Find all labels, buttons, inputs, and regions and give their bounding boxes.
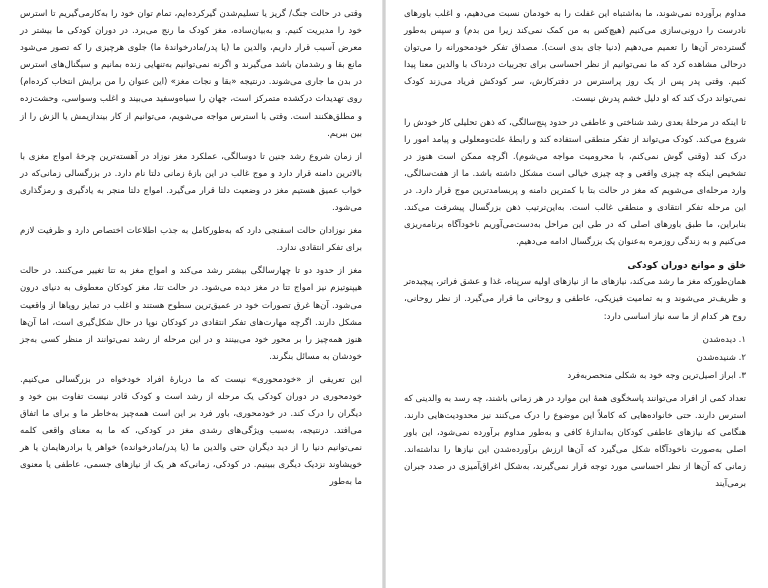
right-paragraph-3: همان‌طورکه مغز ما رشد می‌کند، نیازهای ما از نیازهای اولیه سرپناه، غذا و عشق فراتر، پیچیده‌تر و ظریف‌تر می‌شوند و به تمامیت فیزیکی، عاطفی و روحانی ما قرار می‌گیرد. از نظر روحانی، روح هر کدام از ما سه نیاز اساسی دارد: — [404, 277, 746, 322]
right-page-text-column — [404, 6, 746, 584]
list-item-2: ۲. شنیده‌شدن — [696, 352, 746, 363]
left-paragraph-3: مغز نوزادان حالت اسفنجی دارد که به‌طورکامل به جذب اطلاعات اختصاص دارد و ظرفیت لازم برای تفکر انتقادی ندارد. — [20, 226, 362, 254]
left-page-text-column — [20, 6, 362, 584]
list-item-3: ۳. ابراز اصیل‌ترین وجه خود به شکلی منحصربه‌فرد — [567, 370, 746, 381]
left-paragraph-4: مغز از حدود دو تا چهارسالگی بیشتر رشد می‌کند و امواج مغز به تتا تغییر می‌کنند. در حالت هیپنوتیزم نیز امواج تتا در مغز دیده می‌شود. در حالت تتا، مغز کودکان معطوف به دنیای درون می‌شود. آن‌ها غرق تصورات خود در عمیق‌ترین سطوح هستند و اغلب در تمایز رویاها از واقعیت مشکل دارند. اگرچه مهارت‌های تفکر انتقادی در کودکان نوپا در حال شکل‌گیری است، اما آن‌ها هنوز همه‌چیز را بر محور خود می‌بینند و در این مرحله از رشد نمی‌توانند از منظر کسی به‌جز خودشان به مسائل بنگرند. — [20, 266, 362, 362]
left-paragraph-1: وقتی در حالت جنگ/ گریز یا تسلیم‌شدن گیرکرده‌ایم، تمام توان خود را به‌کارمی‌گیریم تا استرس خود را مدیریت کنیم. و به‌بیان‌ساده، مغز کودک ما رنج می‌برد. در دوران کودکی ما بیشتر در معرض آسیب قرار داریم، والدین ما (یا پدر/مادرخواندهٔ ما) جلوی هرچیزی را که تصور می‌شود مانع بقا و رشدمان باشد می‌گیرند و اگرنه نمی‌توانیم به‌تنهایی زنده بمانیم و سیگنال‌های استرس در بدن ما جاری می‌شوند. درنتیجه «بقا و نجات مغز» (این عنوان را من برایش انتخاب کرده‌ام) روی تهدیدات درکشده متمرکز است، جهان را سیاه‌وسفید می‌بیند و اغلب وسواسی، وحشت‌زده و مطلق‌هکنند است. وقتی با استرس مواجه می‌شویم، می‌توانیم از کار بیندازیمش یا الزش را از بین ببریم. — [20, 9, 362, 139]
book-gutter — [382, 0, 386, 588]
section-heading: خلق و موانع دوران کودکی — [627, 260, 746, 272]
left-paragraph-5: این تعریفی از «خودمحوری» نیست که ما دربارهٔ افراد خودخواه در بزرگسالی می‌کنیم. خودمحوری در دوران کودکی یک مرحله از رشد است و کودک قادر نیست تفاوت بین خود و دیگران را درک کند. در خودمحوری، باور فرد بر این است همه‌چیز به‌خاطر ما و برای ما اتفاق می‌افتد. درنتیجه، به‌سبب ویژگی‌های رشدی مغز در کودکی، که ما به معنای واقعی کلمه نمی‌توانیم دنیا را از دید دیگران حتی والدین ما (یا پدر/مادرخوانده) خواهر یا برادرهایمان یا هر خویشاوند نزدیک دیگری ببینیم. در کودکی، زمانی‌که هر یک از نیازهای جسمی، عاطفی یا معنوی ما به‌طور — [20, 374, 362, 488]
right-paragraph-2: تا اینکه در مرحلهٔ بعدی رشد شناختی و عاطفی در حدود پنج‌سالگی، که ذهن تحلیلی کار خودش را شروع می‌کند. کودک می‌تواند از تفکر منطقی استفاده کند و رابطهٔ علت‌ومعلولی و پیامد امور را درک کند (وقتی گوش نمی‌کنم، با محرومیت مواجه می‌شوم). اگرچه ممکن است هنوز در تشخیص اینکه چه چیزی واقعی و چه چیزی خیالی است مشکل داشته باشد. ما از هفت‌سالگی، وارد مرحله‌ای می‌شویم که مغز در حالت بتا با کمترین دامنه و پربسامدترین موج قرار دارد. در این مرحله تفکر انتقادی و منطقی غالب است. به‌این‌ترتیب ذهن بزرگسال پیشرفت می‌کند. بنابراین، ما طبق باورهای اصلی که در طی این مراحل به‌دست‌می‌آوریم ناخودآگاه برنامه‌ریزی می‌کنیم و به زندگی روزمره به‌عنوان یک بزرگسال ادامه می‌دهیم. — [404, 117, 746, 248]
list-item-1: ۱. دیده‌شدن — [702, 334, 746, 345]
right-paragraph-1: مداوم برآورده نمی‌شوند، ما به‌اشتباه این غفلت را به خودمان نسبت می‌دهیم، و اغلب باورهای نادرست را درونی‌سازی می‌کنیم (هیچ‌کس به من کمک نمی‌کند زیرا من بدم) و سپس به‌طور گسترده‌تر آن‌ها را تعمیم می‌دهیم (دنیا جای بدی است). مصداق تفکر خودمحورانه را می‌توان درحالی مشاهده کرد که ما نمی‌توانیم از نظر احساسی برای تجربیات دردناک با والدین معنا پیدا کنیم. وقتی پدر پس از یک روز پراسترس در دفترکارش، سر کودکش فریاد می‌زند کودک نمی‌تواند درک کند که او دلیل خشم پدرش نیست. — [404, 9, 746, 105]
left-paragraph-2: از زمان شروع رشد جنین تا دوسالگی، عملکرد مغز نوزاد در آهسته‌ترین چرخهٔ امواج مغزی با بالاترین دامنه قرار دارد و موج غالب در این بازهٔ زمانی دلتا نام دارد. در بزرگسالی زمانی‌که در خواب عمیق هستیم مغز در وضعیت دلتا قرار می‌گیرد. امواج دلتا منجر به یادگیری و رمزگذاری می‌شود. — [20, 151, 362, 214]
right-paragraph-4: تعداد کمی از افراد می‌توانند پاسخگوی همهٔ این موارد در هر زمانی باشند، چه رسد به والدینی که استرس دارند. حتی خانواده‌هایی که کاملاً این موضوع را درک می‌کنند نیز محدودیت‌هایی دارند. هنگامی که نیازهای عاطفی کودکان به‌اندازهٔ کافی و به‌طور مداوم برآورده نمی‌شود، این باور اصلی به‌صورت ناخودآگاه شکل می‌گیرد که آن‌ها ارزش برآورده‌شدن این نیازها را نداشته‌اند. زمانی که آن‌ها از نظر احساسی مورد توجه قرار نمی‌گیرند، به‌شکل اغراق‌آمیزی در صدد جبران برمی‌آیند — [404, 393, 746, 490]
right-page — [384, 0, 768, 588]
